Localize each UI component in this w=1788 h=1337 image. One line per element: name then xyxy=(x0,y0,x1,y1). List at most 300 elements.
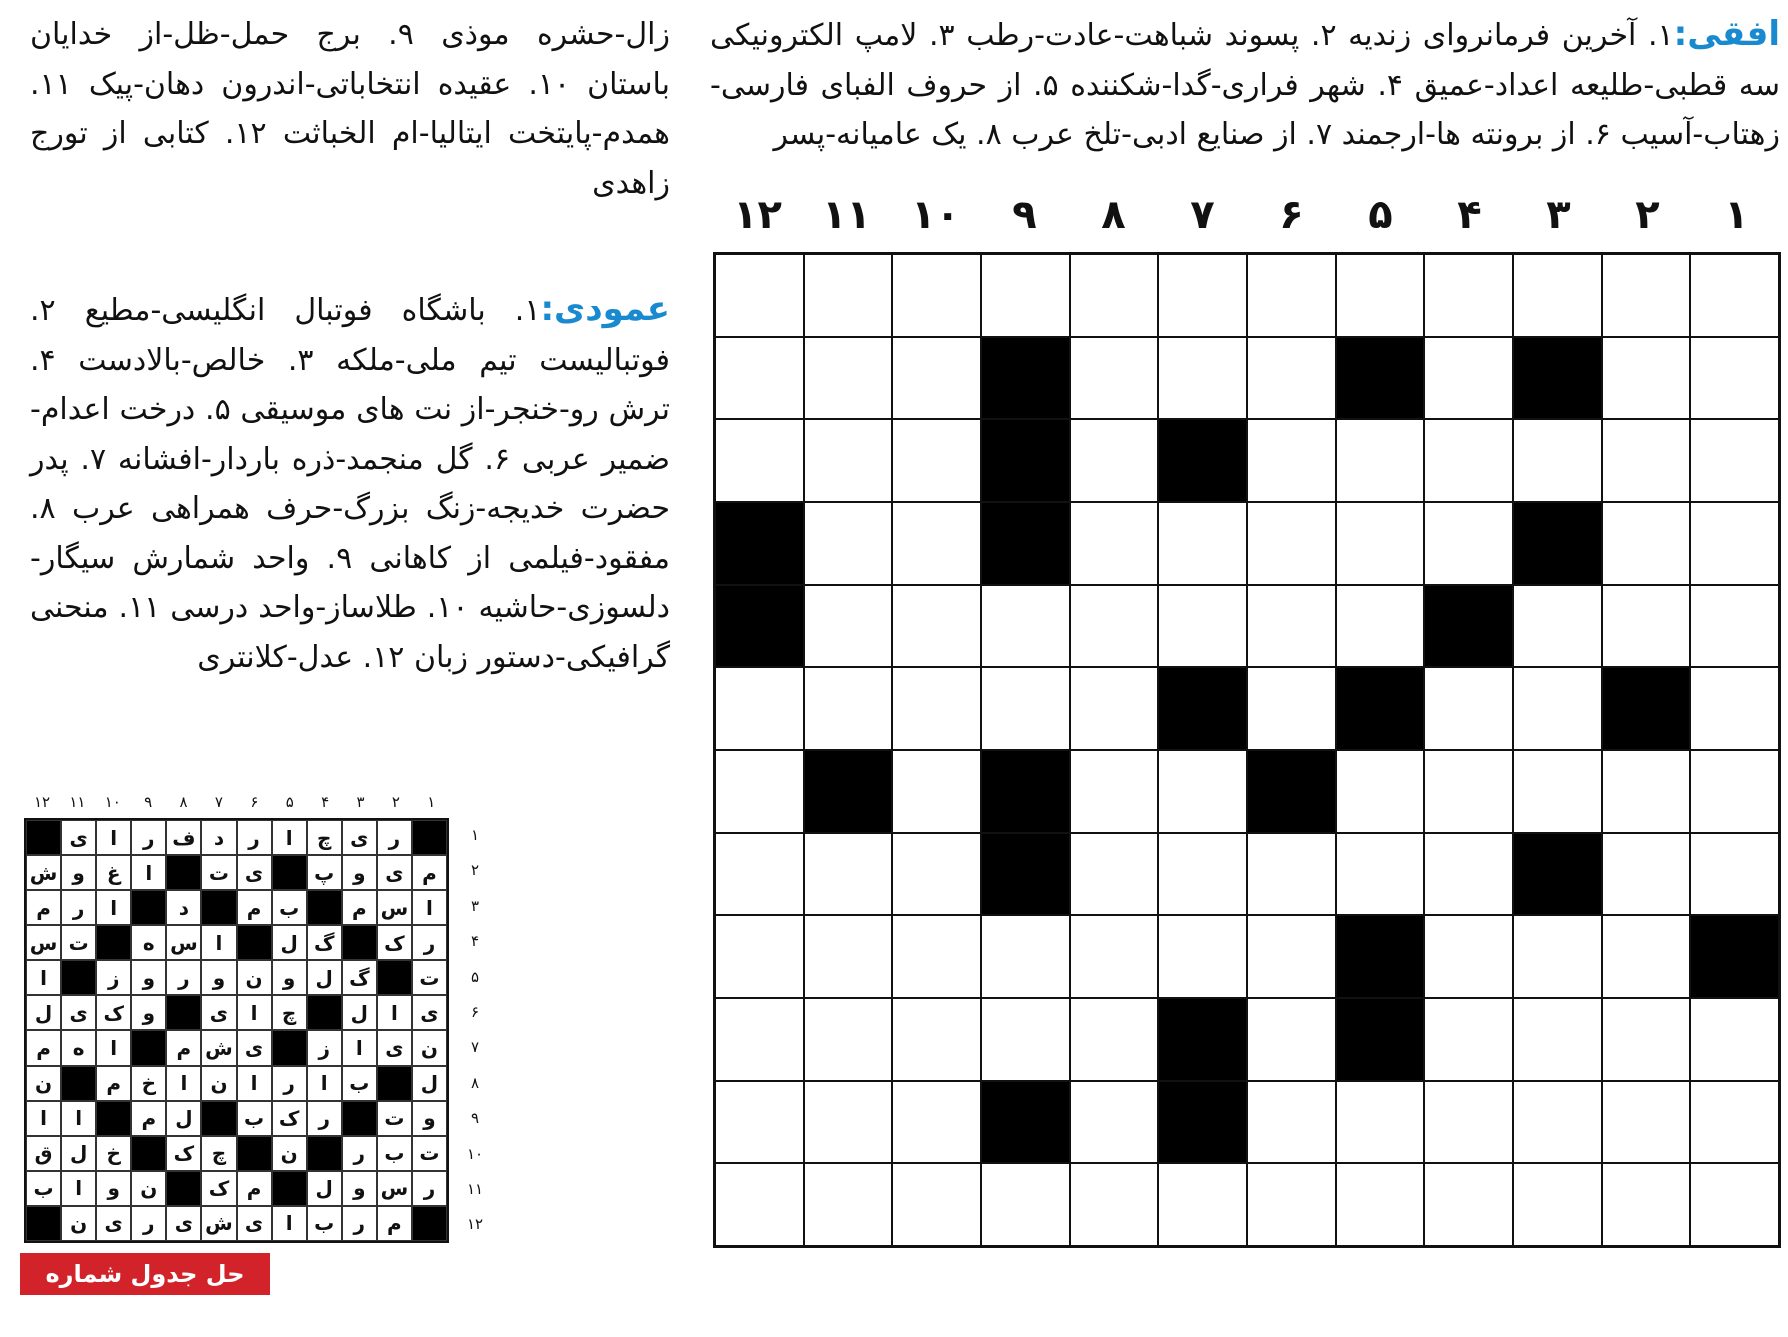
grid-cell[interactable] xyxy=(1602,915,1691,998)
solution-black-cell xyxy=(272,855,307,890)
grid-cell[interactable] xyxy=(892,998,981,1081)
solution-cell: ی xyxy=(237,1030,272,1065)
black-cell xyxy=(1424,585,1513,668)
grid-cell[interactable] xyxy=(715,750,804,833)
grid-cell[interactable] xyxy=(804,667,893,750)
solution-black-cell xyxy=(26,820,61,855)
grid-cell[interactable] xyxy=(892,502,981,585)
solution-cell: ر xyxy=(412,1171,447,1206)
solution-cell: گ xyxy=(307,925,342,960)
grid-cell[interactable] xyxy=(1247,502,1336,585)
solution-black-cell xyxy=(131,890,166,925)
solution-black-cell xyxy=(237,1136,272,1171)
grid-cell[interactable] xyxy=(892,585,981,668)
solution-black-cell xyxy=(377,960,412,995)
solution-cell: ن xyxy=(201,1066,236,1101)
grid-cell[interactable] xyxy=(1158,502,1247,585)
solution-cell: ا xyxy=(272,1206,307,1241)
grid-cell[interactable] xyxy=(1070,1081,1159,1164)
grid-cell[interactable] xyxy=(1158,254,1247,337)
solution-cell: ر xyxy=(307,1101,342,1136)
solution-cell: ز xyxy=(96,960,131,995)
solution-cell: ا xyxy=(237,995,272,1030)
grid-cell[interactable] xyxy=(892,1081,981,1164)
solution-cell: ی xyxy=(61,820,96,855)
solution-black-cell xyxy=(237,925,272,960)
grid-cell[interactable] xyxy=(715,254,804,337)
solution-cell: ن xyxy=(131,1171,166,1206)
grid-cell[interactable] xyxy=(804,1081,893,1164)
grid-cell[interactable] xyxy=(1602,1163,1691,1246)
solution-cell: س xyxy=(377,1171,412,1206)
grid-cell[interactable] xyxy=(1070,337,1159,420)
grid-cell[interactable] xyxy=(892,337,981,420)
black-cell xyxy=(1158,667,1247,750)
solution-black-cell xyxy=(412,1206,447,1241)
column-number: ۹ xyxy=(1012,192,1037,238)
solution-column-number: ۴ xyxy=(321,793,330,811)
solution-cell: ر xyxy=(131,820,166,855)
black-cell xyxy=(1336,667,1425,750)
solution-row-number: ۴ xyxy=(470,932,480,951)
solution-black-cell xyxy=(26,1206,61,1241)
grid-cell[interactable] xyxy=(715,1081,804,1164)
solution-cell: م xyxy=(131,1101,166,1136)
black-cell xyxy=(1247,750,1336,833)
solution-black-cell xyxy=(342,1101,377,1136)
grid-cell[interactable] xyxy=(1690,585,1779,668)
black-cell xyxy=(981,502,1070,585)
grid-cell[interactable] xyxy=(1247,667,1336,750)
grid-cell[interactable] xyxy=(1690,502,1779,585)
grid-cell[interactable] xyxy=(715,667,804,750)
solution-row-number: ۹ xyxy=(470,1109,480,1128)
solution-column-number: ۲ xyxy=(391,793,400,811)
solution-cell: ب xyxy=(377,1136,412,1171)
grid-cell[interactable] xyxy=(715,915,804,998)
grid-cell[interactable] xyxy=(804,419,893,502)
column-number: ۲ xyxy=(1635,192,1660,238)
solution-black-cell xyxy=(307,995,342,1030)
across-clues-text: ۱. آخرین فرمانروای زندیه ۲. پسوند شباهت-عادت-رطب ۳. لامپ الکترونیکی سه قطبی-طلیعه اعداد-عمیق ۴. شهر فراری-گدا-شکننده ۵. از حروف الفبای فارسی-زهتاب-آسیب ۶. از برونته ها-ارجمند ۷. از صنایع ادبی-تلخ عرب ۸. یک عامیانه-پسر xyxy=(710,18,1780,152)
grid-cell[interactable] xyxy=(1690,750,1779,833)
grid-cell[interactable] xyxy=(892,1163,981,1246)
solution-cell: ه xyxy=(61,1030,96,1065)
solution-row-number: ۲ xyxy=(470,861,480,880)
solution-cell: ف xyxy=(166,820,201,855)
grid-cell[interactable] xyxy=(981,915,1070,998)
grid-cell[interactable] xyxy=(804,502,893,585)
solution-black-cell xyxy=(377,1066,412,1101)
solution-cell: ل xyxy=(166,1101,201,1136)
solution-cell: ر xyxy=(342,1136,377,1171)
solution-column-number: ۹ xyxy=(144,793,153,811)
solution-cell: ا xyxy=(26,960,61,995)
grid-cell[interactable] xyxy=(1513,915,1602,998)
black-cell xyxy=(981,750,1070,833)
solution-cell: ر xyxy=(237,820,272,855)
solution-cell: س xyxy=(166,925,201,960)
black-cell xyxy=(1336,337,1425,420)
solution-black-cell xyxy=(272,1030,307,1065)
grid-cell[interactable] xyxy=(804,998,893,1081)
solution-row-number: ۷ xyxy=(470,1038,480,1057)
solution-black-cell xyxy=(61,1066,96,1101)
grid-cell[interactable] xyxy=(1424,667,1513,750)
grid-cell[interactable] xyxy=(804,833,893,916)
solution-cell: م xyxy=(26,890,61,925)
solution-cell: ک xyxy=(272,1101,307,1136)
grid-cell[interactable] xyxy=(1690,1081,1779,1164)
solution-cell: ر xyxy=(412,925,447,960)
column-number: ۱۱ xyxy=(822,192,871,238)
solution-row-number: ۸ xyxy=(470,1073,480,1092)
grid-cell[interactable] xyxy=(1690,667,1779,750)
grid-cell[interactable] xyxy=(1690,998,1779,1081)
solution-cell: ا xyxy=(26,1101,61,1136)
column-number: ۷ xyxy=(1190,192,1215,238)
solution-cell: ش xyxy=(201,1030,236,1065)
solution-black-cell xyxy=(166,995,201,1030)
grid-cell[interactable] xyxy=(804,1163,893,1246)
solution-cell: ر xyxy=(131,1206,166,1241)
grid-cell[interactable] xyxy=(1158,1163,1247,1246)
solution-cell: ت xyxy=(61,925,96,960)
solution-cell: ی xyxy=(237,855,272,890)
grid-cell[interactable] xyxy=(715,998,804,1081)
solution-row-number: ۳ xyxy=(470,896,480,915)
solution-cell: چ xyxy=(272,995,307,1030)
grid-cell[interactable] xyxy=(1424,502,1513,585)
solution-cell: ی xyxy=(201,995,236,1030)
solution-cell: ک xyxy=(377,925,412,960)
grid-cell[interactable] xyxy=(1424,1081,1513,1164)
solution-cell: ا xyxy=(96,1030,131,1065)
grid-cell[interactable] xyxy=(1513,419,1602,502)
solution-black-cell xyxy=(61,960,96,995)
grid-cell[interactable] xyxy=(804,915,893,998)
solution-cell: ل xyxy=(342,995,377,1030)
solution-cell: غ xyxy=(96,855,131,890)
solution-cell: ر xyxy=(272,1066,307,1101)
black-cell xyxy=(1513,337,1602,420)
grid-cell[interactable] xyxy=(1424,998,1513,1081)
solution-cell: م xyxy=(26,1030,61,1065)
solution-cell: ک xyxy=(166,1136,201,1171)
solution-cell: ن xyxy=(61,1206,96,1241)
solution-cell: ی xyxy=(166,1206,201,1241)
solution-cell: ا xyxy=(307,1066,342,1101)
grid-cell[interactable] xyxy=(804,337,893,420)
solution-black-cell xyxy=(201,1101,236,1136)
grid-cell[interactable] xyxy=(1690,337,1779,420)
solution-cell: ا xyxy=(96,820,131,855)
black-cell xyxy=(715,502,804,585)
solution-cell: و xyxy=(131,995,166,1030)
grid-cell[interactable] xyxy=(1424,337,1513,420)
grid-cell[interactable] xyxy=(1602,254,1691,337)
solution-cell: ی xyxy=(237,1206,272,1241)
solution-cell: ا xyxy=(96,890,131,925)
solution-black-cell xyxy=(307,1136,342,1171)
grid-cell[interactable] xyxy=(1602,419,1691,502)
grid-cell[interactable] xyxy=(1070,915,1159,998)
grid-cell[interactable] xyxy=(715,833,804,916)
grid-cell[interactable] xyxy=(1690,254,1779,337)
solution-cell: م xyxy=(412,855,447,890)
crossword-grid xyxy=(713,252,1781,1248)
solution-cell: م xyxy=(166,1030,201,1065)
solution-cell: و xyxy=(201,960,236,995)
grid-cell[interactable] xyxy=(1424,254,1513,337)
black-cell xyxy=(715,585,804,668)
solution-column-number: ۱ xyxy=(427,793,436,811)
grid-cell[interactable] xyxy=(1424,1163,1513,1246)
grid-cell[interactable] xyxy=(1513,1163,1602,1246)
solution-cell: ن xyxy=(272,1136,307,1171)
grid-cell[interactable] xyxy=(981,667,1070,750)
solution-cell: ز xyxy=(307,1030,342,1065)
solution-cell: ل xyxy=(26,995,61,1030)
black-cell xyxy=(1158,419,1247,502)
grid-cell[interactable] xyxy=(1336,1081,1425,1164)
grid-cell[interactable] xyxy=(1247,915,1336,998)
solution-cell: م xyxy=(237,890,272,925)
solution-column-number: ۸ xyxy=(179,793,188,811)
grid-cell[interactable] xyxy=(1158,750,1247,833)
solution-cell: و xyxy=(131,960,166,995)
solution-cell: ر xyxy=(377,820,412,855)
solution-cell: ت xyxy=(412,1136,447,1171)
grid-cell[interactable] xyxy=(981,254,1070,337)
across-clues-continued: زال-حشره موذی ۹. برج حمل-ظل-از خدایان باستان ۱۰. عقیده انتخاباتی-اندرون دهان-پیک ۱۱. همدم-پایتخت ایتالیا-ام الخباثت ۱۲. کتابی از تورج زاهدی xyxy=(30,17,671,201)
grid-cell[interactable] xyxy=(1158,585,1247,668)
solution-cell: ی xyxy=(377,1030,412,1065)
grid-cell[interactable] xyxy=(1424,915,1513,998)
grid-cell[interactable] xyxy=(1602,750,1691,833)
solution-black-cell xyxy=(131,1136,166,1171)
solution-cell: ق xyxy=(26,1136,61,1171)
solution-black-cell xyxy=(412,820,447,855)
solution-cell: ی xyxy=(96,1206,131,1241)
down-clues xyxy=(30,285,670,682)
solution-label: حل جدول شماره ۱۸۲۸ xyxy=(20,1253,270,1295)
solution-column-number: ۱۱ xyxy=(69,793,86,811)
solution-black-cell xyxy=(201,890,236,925)
main-grid-column-numbers xyxy=(713,190,1781,240)
grid-cell[interactable] xyxy=(1336,833,1425,916)
solution-cell: و xyxy=(272,960,307,995)
grid-cell[interactable] xyxy=(1070,585,1159,668)
grid-cell[interactable] xyxy=(981,585,1070,668)
solution-cell: ا xyxy=(272,820,307,855)
solution-cell: ک xyxy=(201,1171,236,1206)
solution-cell: ا xyxy=(342,1030,377,1065)
solution-cell: ا xyxy=(131,855,166,890)
solution-column-numbers xyxy=(24,790,449,814)
grid-cell[interactable] xyxy=(1247,998,1336,1081)
grid-cell[interactable] xyxy=(1602,337,1691,420)
grid-cell[interactable] xyxy=(1070,833,1159,916)
column-number: ۱ xyxy=(1724,192,1749,238)
solution-cell: ن xyxy=(412,1030,447,1065)
grid-cell[interactable] xyxy=(804,585,893,668)
grid-cell[interactable] xyxy=(1690,1163,1779,1246)
grid-cell[interactable] xyxy=(1602,1081,1691,1164)
grid-cell[interactable] xyxy=(981,1163,1070,1246)
solution-cell: ا xyxy=(61,1101,96,1136)
grid-cell[interactable] xyxy=(1424,750,1513,833)
grid-cell[interactable] xyxy=(1602,833,1691,916)
solution-cell: و xyxy=(96,1171,131,1206)
solution-cell: م xyxy=(342,890,377,925)
solution-cell: م xyxy=(237,1171,272,1206)
grid-cell[interactable] xyxy=(715,419,804,502)
solution-column-number: ۶ xyxy=(250,793,259,811)
grid-cell[interactable] xyxy=(1158,833,1247,916)
solution-cell: ب xyxy=(272,890,307,925)
grid-cell[interactable] xyxy=(1513,750,1602,833)
solution-cell: ت xyxy=(377,1101,412,1136)
grid-cell[interactable] xyxy=(892,750,981,833)
across-heading: افقی: xyxy=(1673,14,1780,54)
grid-cell[interactable] xyxy=(1513,1081,1602,1164)
solution-cell: ن xyxy=(237,960,272,995)
solution-cell: ی xyxy=(377,855,412,890)
grid-cell[interactable] xyxy=(1247,337,1336,420)
solution-cell: م xyxy=(377,1206,412,1241)
grid-cell[interactable] xyxy=(1070,419,1159,502)
grid-cell[interactable] xyxy=(1247,585,1336,668)
solution-row-number: ۶ xyxy=(470,1002,480,1021)
black-cell xyxy=(1158,998,1247,1081)
solution-cell: ب xyxy=(26,1171,61,1206)
solution-cell: خ xyxy=(131,1066,166,1101)
across-clues xyxy=(710,10,1780,160)
grid-cell[interactable] xyxy=(892,419,981,502)
grid-cell[interactable] xyxy=(1424,833,1513,916)
grid-cell[interactable] xyxy=(1070,1163,1159,1246)
black-cell xyxy=(981,337,1070,420)
grid-cell[interactable] xyxy=(1336,502,1425,585)
column-number: ۱۲ xyxy=(733,192,782,238)
grid-cell[interactable] xyxy=(892,667,981,750)
grid-cell[interactable] xyxy=(1070,667,1159,750)
solution-cell: د xyxy=(201,820,236,855)
solution-cell: د xyxy=(166,890,201,925)
grid-cell[interactable] xyxy=(1336,585,1425,668)
column-number: ۳ xyxy=(1546,192,1571,238)
solution-row-number: ۱۰ xyxy=(466,1144,484,1163)
black-cell xyxy=(804,750,893,833)
solution-cell: ا xyxy=(377,995,412,1030)
solution-cell: س xyxy=(377,890,412,925)
solution-cell: خ xyxy=(96,1136,131,1171)
column-number: ۶ xyxy=(1279,192,1304,238)
grid-cell[interactable] xyxy=(1336,419,1425,502)
solution-cell: پ xyxy=(307,855,342,890)
grid-cell[interactable] xyxy=(1336,750,1425,833)
solution-black-cell xyxy=(272,1171,307,1206)
black-cell xyxy=(1513,833,1602,916)
grid-cell[interactable] xyxy=(1070,502,1159,585)
grid-cell[interactable] xyxy=(1070,750,1159,833)
solution-cell: و xyxy=(342,855,377,890)
grid-cell[interactable] xyxy=(1070,998,1159,1081)
grid-cell[interactable] xyxy=(1513,254,1602,337)
solution-cell: ت xyxy=(201,855,236,890)
solution-cell: ش xyxy=(26,855,61,890)
solution-cell: ل xyxy=(61,1136,96,1171)
grid-cell[interactable] xyxy=(1690,419,1779,502)
solution-grid xyxy=(24,818,449,1243)
black-cell xyxy=(981,1081,1070,1164)
solution-cell: س xyxy=(26,925,61,960)
grid-cell[interactable] xyxy=(892,254,981,337)
grid-cell[interactable] xyxy=(1247,1081,1336,1164)
down-heading: عمودی: xyxy=(540,289,670,329)
solution-black-cell xyxy=(342,925,377,960)
grid-cell[interactable] xyxy=(1513,667,1602,750)
solution-black-cell xyxy=(96,925,131,960)
solution-cell: ب xyxy=(307,1206,342,1241)
grid-cell[interactable] xyxy=(1602,998,1691,1081)
column-number: ۸ xyxy=(1101,192,1126,238)
grid-cell[interactable] xyxy=(1513,585,1602,668)
solution-cell: چ xyxy=(307,820,342,855)
grid-cell[interactable] xyxy=(892,833,981,916)
solution-cell: و xyxy=(342,1171,377,1206)
grid-cell[interactable] xyxy=(1070,254,1159,337)
solution-black-cell xyxy=(307,890,342,925)
grid-cell[interactable] xyxy=(892,915,981,998)
grid-cell[interactable] xyxy=(1690,833,1779,916)
solution-cell: ل xyxy=(307,960,342,995)
solution-cell: ک xyxy=(96,995,131,1030)
solution-cell: ا xyxy=(237,1066,272,1101)
grid-cell[interactable] xyxy=(1336,1163,1425,1246)
black-cell xyxy=(1158,1081,1247,1164)
solution-cell: ه xyxy=(131,925,166,960)
solution-cell: ر xyxy=(342,1206,377,1241)
solution-black-cell xyxy=(96,1101,131,1136)
solution-row-number: ۱۱ xyxy=(466,1179,484,1198)
grid-cell[interactable] xyxy=(981,998,1070,1081)
grid-cell[interactable] xyxy=(715,1163,804,1246)
grid-cell[interactable] xyxy=(1247,833,1336,916)
grid-cell[interactable] xyxy=(1247,419,1336,502)
grid-cell[interactable] xyxy=(715,337,804,420)
grid-cell[interactable] xyxy=(1336,254,1425,337)
solution-cell: ا xyxy=(166,1066,201,1101)
column-number: ۵ xyxy=(1368,192,1393,238)
grid-cell[interactable] xyxy=(1602,585,1691,668)
solution-black-cell xyxy=(166,855,201,890)
grid-cell[interactable] xyxy=(1513,998,1602,1081)
grid-cell[interactable] xyxy=(804,254,893,337)
grid-cell[interactable] xyxy=(1158,915,1247,998)
grid-cell[interactable] xyxy=(1247,254,1336,337)
solution-cell: ا xyxy=(201,925,236,960)
solution-cell: ر xyxy=(166,960,201,995)
grid-cell[interactable] xyxy=(1158,337,1247,420)
grid-cell[interactable] xyxy=(1424,419,1513,502)
solution-cell: ت xyxy=(412,960,447,995)
grid-cell[interactable] xyxy=(1247,1163,1336,1246)
solution-cell: ل xyxy=(272,925,307,960)
solution-cell: ش xyxy=(201,1206,236,1241)
grid-cell[interactable] xyxy=(1602,502,1691,585)
